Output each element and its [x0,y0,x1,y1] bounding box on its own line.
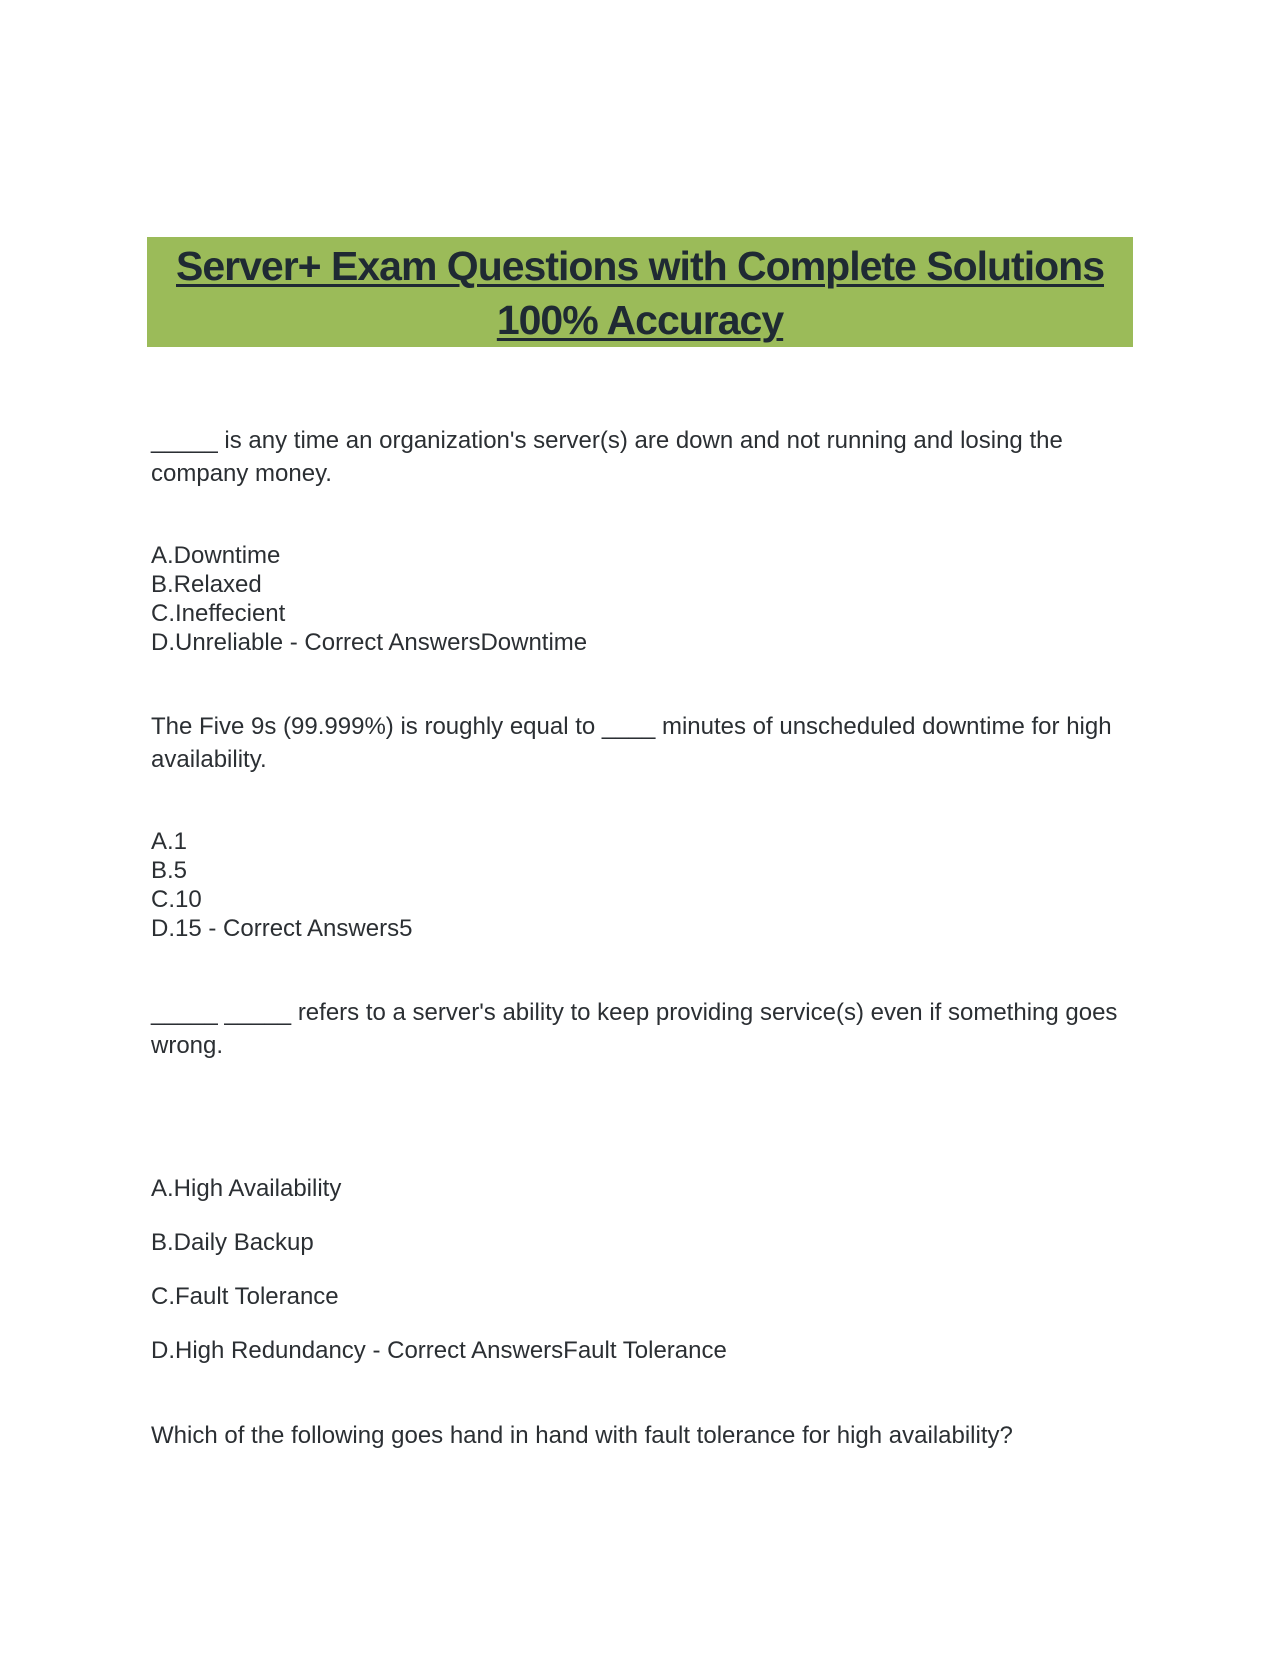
question-1-options [151,541,1136,657]
document-title-line-1: Server+ Exam Questions with Complete Solutions [176,243,1104,289]
option-d-answer: D.Unreliable - Correct AnswersDowntime [151,629,588,656]
question-3-options [151,1162,1136,1378]
option-c: C.Ineffecient [151,600,286,627]
option-d-answer: D.High Redundancy - Correct AnswersFault Tolerance [151,1337,727,1364]
question-4-prompt: Which of the following goes hand in hand with fault tolerance for high availability? [151,1422,1013,1449]
question-3-prompt: _____ _____ refers to a server's ability to keep providing service(s) even if something goes wrong. [151,999,1118,1059]
document-title-line-2: 100% Accuracy [496,297,784,343]
question-2-options [151,827,1136,943]
option-b: B.5 [151,857,188,884]
question-2-prompt: The Five 9s (99.999%) is roughly equal to ____ minutes of unscheduled downtime for high availability. [151,713,1112,773]
option-c: C.10 [151,886,202,913]
title-banner [147,237,1133,347]
option-a: A.Downtime [151,542,281,569]
option-a: A.1 [151,828,188,855]
option-d-answer: D.15 - Correct Answers5 [151,915,413,942]
option-c: C.Fault Tolerance [151,1283,339,1310]
question-1-prompt: _____ is any time an organization's server(s) are down and not running and losing the company money. [151,427,1063,487]
option-b: B.Relaxed [151,571,262,598]
option-b: B.Daily Backup [151,1229,314,1256]
option-a: A.High Availability [151,1175,342,1202]
